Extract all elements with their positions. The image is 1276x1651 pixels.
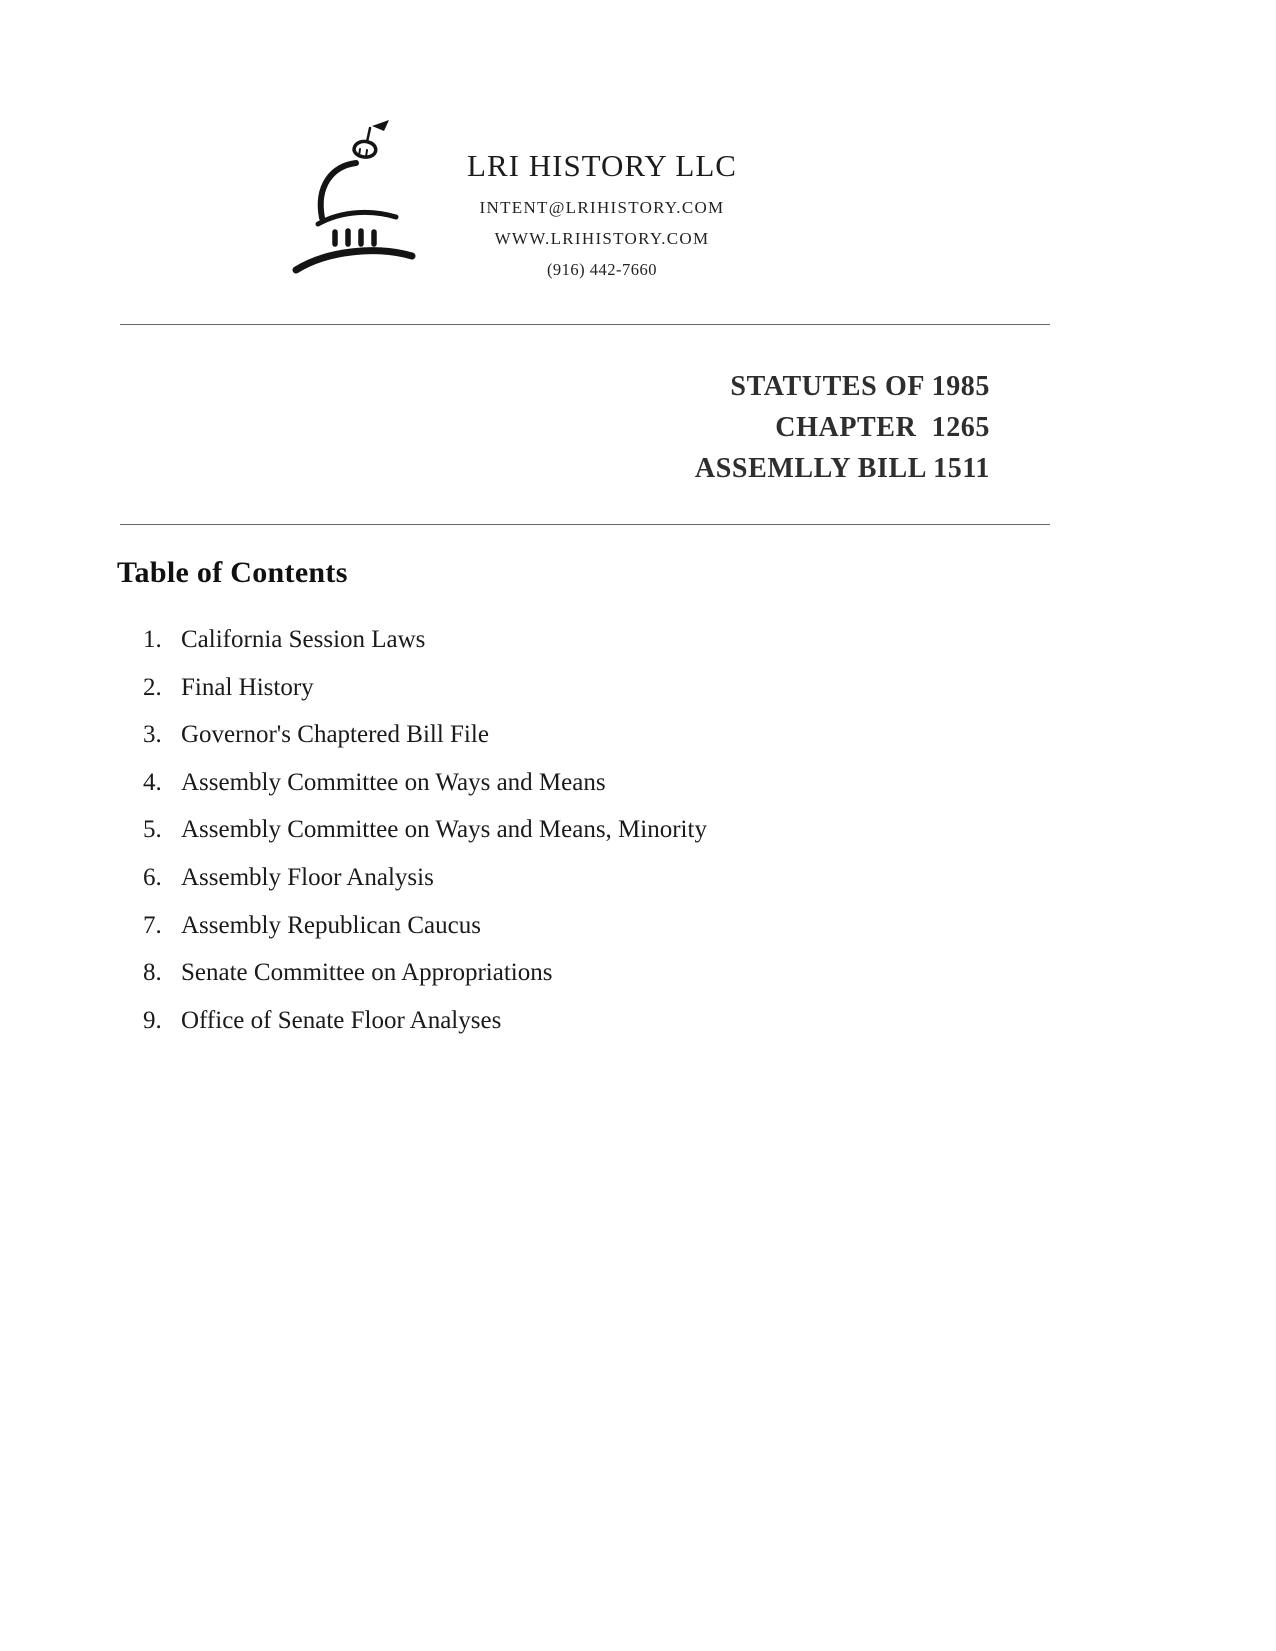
letterhead [452, 148, 752, 280]
toc-item-6 [143, 854, 707, 902]
toc-heading: Table of Contents [117, 556, 348, 589]
toc-item-2 [143, 664, 707, 712]
toc-item-1 [143, 616, 707, 664]
toc-item-label: Senate Committee on Appropriations [181, 959, 553, 987]
toc-item-number: 4. [143, 768, 162, 796]
table-of-contents [143, 616, 707, 1044]
toc-item-label: Assembly Republican Caucus [181, 911, 481, 939]
toc-item-label: Office of Senate Floor Analyses [181, 1006, 502, 1034]
toc-item-label: Governor's Chaptered Bill File [181, 721, 489, 749]
toc-item-label: Assembly Floor Analysis [181, 863, 434, 891]
toc-item-label: California Session Laws [181, 626, 426, 653]
toc-item-label: Assembly Committee on Ways and Means [181, 768, 606, 796]
toc-item-number: 6. [143, 863, 162, 891]
statutes-year-line: STATUTES OF 1985 [730, 371, 990, 402]
toc-item-number: 2. [143, 673, 162, 701]
divider-top [120, 324, 1050, 325]
toc-item-number: 5. [143, 816, 162, 844]
toc-item-3 [143, 711, 707, 759]
toc-item-4 [143, 759, 707, 807]
chapter-line: CHAPTER 1265 [775, 412, 990, 443]
capitol-logo-icon [288, 118, 448, 288]
toc-item-8 [143, 949, 707, 997]
toc-item-9 [143, 997, 707, 1045]
company-phone: (916) 442-7660 [546, 260, 658, 279]
company-email: INTENT@LRIHISTORY.COM [479, 198, 725, 217]
toc-item-label: Assembly Committee on Ways and Means, Minority [181, 816, 707, 844]
divider-bottom [120, 524, 1050, 525]
toc-item-number: 7. [143, 911, 162, 939]
toc-item-5 [143, 806, 707, 854]
toc-item-7 [143, 902, 707, 950]
company-name: LRI HISTORY LLC [467, 148, 737, 183]
toc-item-number: 1. [143, 626, 162, 653]
assembly-bill-line: ASSEMLLY BILL 1511 [694, 453, 990, 484]
toc-item-number: 3. [143, 721, 162, 749]
toc-item-label: Final History [181, 673, 314, 701]
toc-item-number: 8. [143, 959, 162, 987]
statute-title-block [695, 366, 990, 489]
company-website: WWW.LRIHISTORY.COM [494, 229, 710, 248]
toc-item-number: 9. [143, 1006, 162, 1034]
